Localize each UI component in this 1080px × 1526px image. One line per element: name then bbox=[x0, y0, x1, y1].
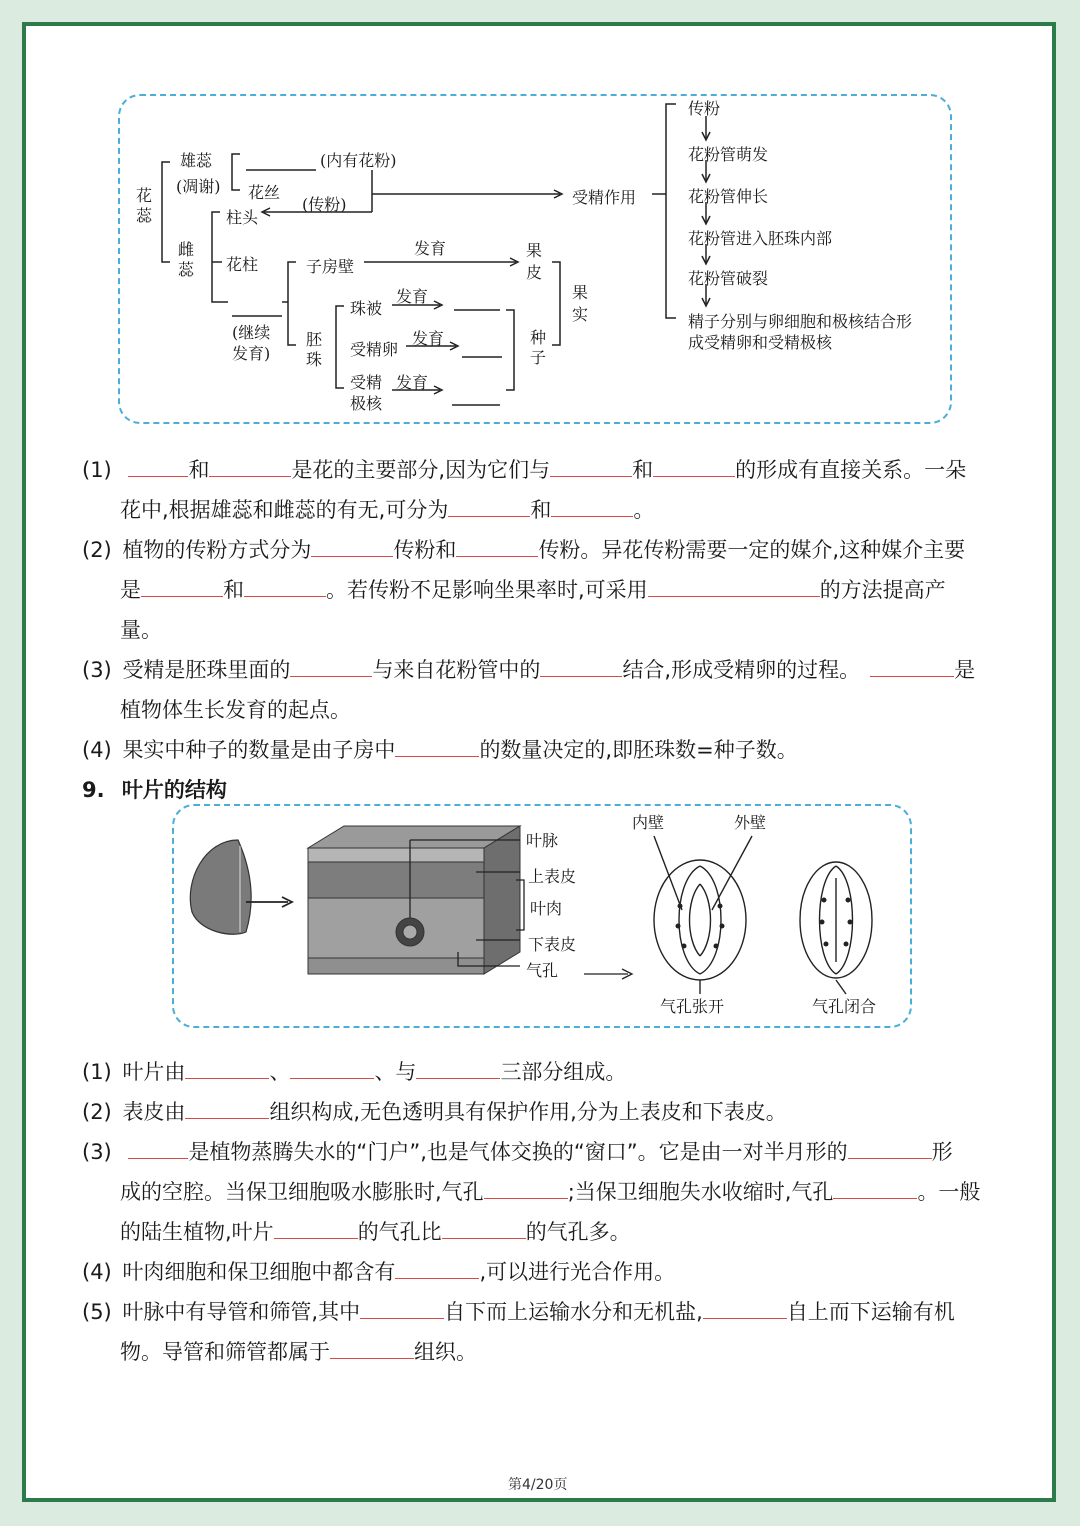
label-yerou: 叶肉 bbox=[530, 899, 563, 918]
leaf-cross-section bbox=[308, 826, 520, 974]
q1-line1: (1) 和 是花的主要部分,因为它们与 和 的形成有直接关系。一朵 bbox=[82, 458, 967, 482]
stoma-open bbox=[654, 836, 752, 994]
blank[interactable] bbox=[551, 496, 633, 517]
step-4: 花粉管进入胚珠内部 bbox=[688, 229, 833, 248]
flower-diagram-lines bbox=[0, 0, 1080, 460]
leaf-q4: (4) 叶肉细胞和保卫细胞中都含有 ,可以进行光合作用。 bbox=[82, 1260, 676, 1284]
label-huazhu: 花柱 bbox=[226, 255, 259, 274]
label-diaoxie: (凋谢) bbox=[176, 177, 221, 196]
label-guopi: 果皮 bbox=[526, 241, 543, 282]
step-3: 花粉管伸长 bbox=[688, 187, 769, 206]
step-5: 花粉管破裂 bbox=[688, 269, 769, 288]
blank[interactable] bbox=[128, 1138, 188, 1159]
blank[interactable] bbox=[540, 656, 622, 677]
label-shoujingluan: 受精卵 bbox=[350, 340, 399, 359]
blank[interactable] bbox=[416, 1058, 500, 1079]
step-6a: 精子分别与卵细胞和极核结合形 bbox=[688, 312, 913, 331]
label-neiyouhuafen: (内有花粉) bbox=[320, 151, 397, 170]
label-waibi: 外壁 bbox=[734, 813, 767, 832]
label-xiongrui: 雄蕊 bbox=[180, 151, 213, 170]
label-shoujingzuoyong: 受精作用 bbox=[572, 188, 637, 207]
label-shangbiaopi: 上表皮 bbox=[528, 867, 577, 886]
blank[interactable] bbox=[360, 1298, 444, 1319]
leaf-q5-line2: 物。导管和筛管都属于 组织。 bbox=[120, 1340, 477, 1364]
label-closed: 气孔闭合 bbox=[812, 997, 877, 1016]
blank[interactable] bbox=[703, 1298, 787, 1319]
blank[interactable] bbox=[395, 736, 479, 757]
blank[interactable] bbox=[442, 1218, 526, 1239]
label-huarui: 花蕊 bbox=[136, 186, 153, 225]
step-6b: 成受精卵和受精极核 bbox=[688, 333, 833, 352]
q2-line1: (2) 植物的传粉方式分为 传粉和 传粉。异花传粉需要一定的媒介,这种媒介主要 bbox=[82, 538, 966, 562]
label-fayu3: 发育 bbox=[412, 329, 445, 348]
label-jixufayu: (继续发育) bbox=[232, 323, 271, 363]
stoma-closed bbox=[800, 862, 872, 994]
blank[interactable] bbox=[550, 456, 632, 477]
blank[interactable] bbox=[274, 1218, 358, 1239]
step-1: 传粉 bbox=[688, 99, 721, 118]
blank[interactable] bbox=[311, 536, 393, 557]
label-chuanfen: (传粉) bbox=[302, 195, 347, 214]
q3-line1: (3) 受精是胚珠里面的 与来自花粉管中的 结合,形成受精卵的过程。 是 bbox=[82, 658, 976, 682]
blank[interactable] bbox=[653, 456, 735, 477]
label-neibi: 内壁 bbox=[632, 813, 665, 832]
q4-line1: (4) 果实中种子的数量是由子房中 的数量决定的,即胚珠数=种子数。 bbox=[82, 738, 798, 762]
label-zifangbi: 子房壁 bbox=[306, 257, 355, 276]
leaf-q1: (1) 叶片由 、 、与 三部分组成。 bbox=[82, 1060, 627, 1084]
label-guoshi: 果实 bbox=[572, 283, 589, 324]
leaf-q3-line2: 成的空腔。当保卫细胞吸水膨胀时,气孔 ;当保卫细胞失水收缩时,气孔 。一般 bbox=[120, 1180, 981, 1204]
leaf-icon bbox=[190, 840, 251, 934]
blank[interactable] bbox=[648, 576, 820, 597]
q3-line2: 植物体生长发育的起点。 bbox=[120, 698, 351, 722]
label-yemai: 叶脉 bbox=[526, 831, 559, 850]
blank[interactable] bbox=[185, 1058, 269, 1079]
label-fayu2: 发育 bbox=[396, 287, 429, 306]
blank[interactable] bbox=[141, 576, 223, 597]
blank[interactable] bbox=[209, 456, 291, 477]
blank[interactable] bbox=[395, 1258, 479, 1279]
leaf-q3-line1: (3) 是植物蒸腾失水的“门户”,也是气体交换的“窗口”。它是由一对半月形的 形 bbox=[82, 1140, 953, 1164]
blank[interactable] bbox=[448, 496, 530, 517]
label-fayu1: 发育 bbox=[414, 239, 447, 258]
label-peizhu: 胚珠 bbox=[306, 330, 323, 369]
label-zhubei: 珠被 bbox=[350, 299, 383, 318]
blank[interactable] bbox=[244, 576, 326, 597]
label-xiabiaopi: 下表皮 bbox=[528, 935, 577, 954]
q1-line2: 花中,根据雄蕊和雌蕊的有无,可分为 和 。 bbox=[120, 498, 655, 522]
label-shoujingjihe: 受精极核 bbox=[350, 373, 383, 413]
label-qikong: 气孔 bbox=[526, 961, 559, 980]
q2-line3: 量。 bbox=[120, 618, 162, 642]
blank[interactable] bbox=[185, 1098, 269, 1119]
label-open: 气孔张开 bbox=[660, 997, 725, 1016]
blank[interactable] bbox=[484, 1178, 568, 1199]
leaf-q5-line1: (5) 叶脉中有导管和筛管,其中 自下而上运输水分和无机盐, 自上而下运输有机 bbox=[82, 1300, 955, 1324]
section9-heading: 9. 叶片的结构 bbox=[82, 778, 227, 802]
q2-line2: 是 和 。若传粉不足影响坐果率时,可采用 的方法提高产 bbox=[120, 578, 946, 602]
blank[interactable] bbox=[128, 456, 188, 477]
page-number: 第4/20页 bbox=[508, 1477, 568, 1493]
label-fayu4: 发育 bbox=[396, 373, 429, 392]
blank[interactable] bbox=[290, 656, 372, 677]
blank[interactable] bbox=[833, 1178, 917, 1199]
blank[interactable] bbox=[848, 1138, 932, 1159]
label-huasi: 花丝 bbox=[248, 183, 281, 202]
blank[interactable] bbox=[456, 536, 538, 557]
blank[interactable] bbox=[870, 656, 954, 677]
blank[interactable] bbox=[330, 1338, 414, 1359]
label-zhongzi: 种子 bbox=[530, 328, 547, 367]
label-zhutou: 柱头 bbox=[226, 208, 259, 227]
blank[interactable] bbox=[290, 1058, 374, 1079]
leaf-q2: (2) 表皮由 组织构成,无色透明具有保护作用,分为上表皮和下表皮。 bbox=[82, 1100, 787, 1124]
leaf-q3-line3: 的陆生植物,叶片 的气孔比 的气孔多。 bbox=[120, 1220, 631, 1244]
label-cirui: 雌蕊 bbox=[178, 240, 195, 279]
step-2: 花粉管萌发 bbox=[688, 145, 769, 164]
